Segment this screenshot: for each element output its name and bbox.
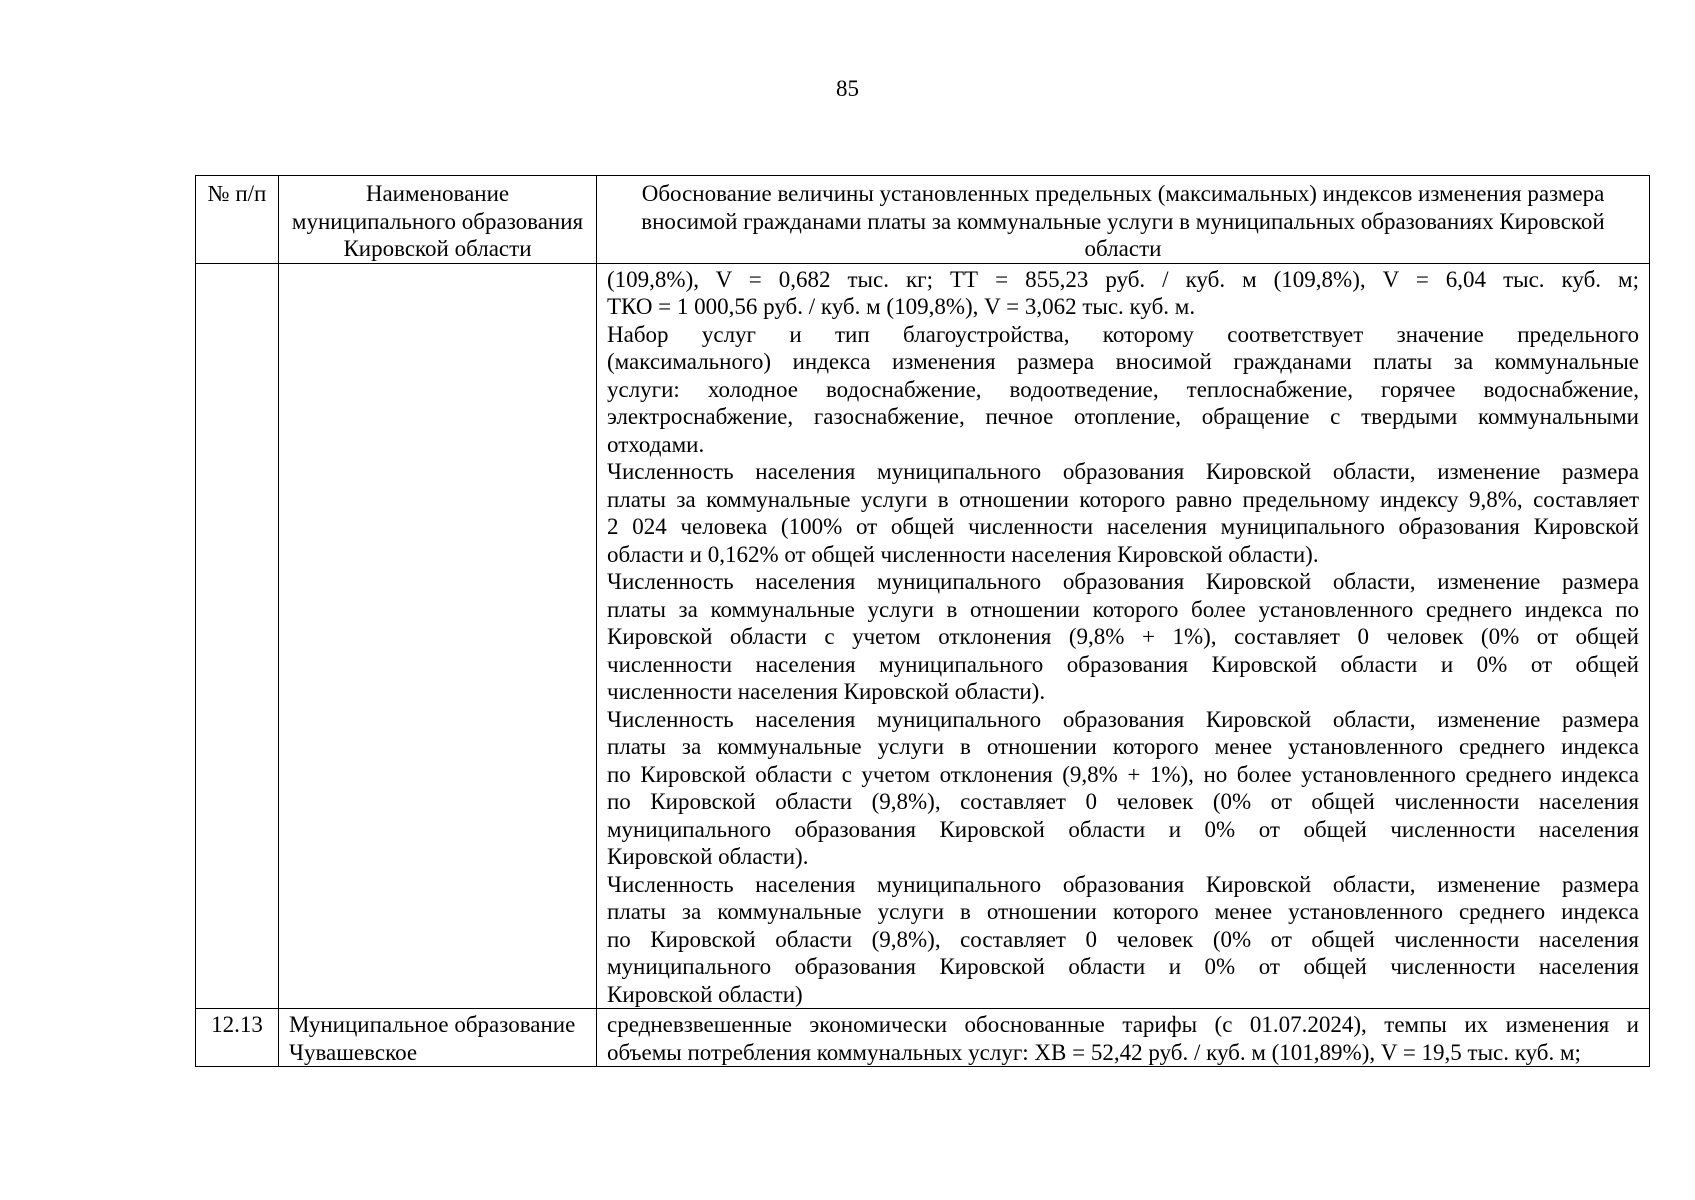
text-line: Численность населения муниципального образования Кировской области, изменение размера bbox=[607, 871, 1639, 897]
text-line: муниципального образования Кировской области и 0% от общей численности населения bbox=[607, 816, 1639, 842]
text-line: по Кировской области (9,8%), составляет 0 человек (0% от общей численности населения bbox=[607, 926, 1639, 952]
text-line: электроснабжение, газоснабжение, печное отопление, обращение с твердыми коммунальными bbox=[607, 404, 1639, 429]
text-line: муниципального образования Кировской области и 0% от общей численности населения bbox=[607, 954, 1639, 979]
text-line: области и 0,162% от общей численности населения Кировской области). bbox=[607, 541, 1319, 567]
text-line: по Кировской области с учетом отклонения (9,8% + 1%), но более установленного среднего индекса bbox=[607, 761, 1639, 787]
text-line: объемы потребления коммунальных услуг: ХВ = 52,42 руб. / куб. м (101,89%), V = 19,5 тыс. куб. м; bbox=[607, 1039, 1581, 1065]
justification-text bbox=[597, 263, 1650, 1009]
text-line: численности населения муниципального образования Кировской области и 0% от общей bbox=[607, 651, 1639, 677]
text-line: Численность населения муниципального образования Кировской области, изменение размера bbox=[607, 459, 1639, 484]
text-line: (109,8%), V = 0,682 тыс. кг; ТТ = 855,23 руб. / куб. м (109,8%), V = 6,04 тыс. куб. м; bbox=[607, 266, 1639, 292]
text-line: платы за коммунальные услуги в отношении которого более установленного среднего индекса по bbox=[607, 596, 1639, 622]
text-line: Численность населения муниципального образования Кировской области, изменение размера bbox=[607, 706, 1639, 732]
table-row bbox=[196, 263, 1650, 1009]
header-municipality-name: Наименование муниципального образования Кировской области bbox=[279, 176, 597, 264]
municipality-name: Муниципальное образование Чувашевское bbox=[279, 1009, 597, 1067]
text-line: средневзвешенные экономически обоснованные тарифы (с 01.07.2024), темпы их изменения и bbox=[607, 1012, 1639, 1037]
text-line: платы за коммунальные услуги в отношении которого равно предельному индексу 9,8%, составляет bbox=[607, 486, 1639, 512]
text-line: Численность населения муниципального образования Кировской области, изменение размера bbox=[607, 569, 1639, 594]
text-line: (максимального) индекса изменения размера вносимой гражданами платы за коммунальные bbox=[607, 349, 1639, 374]
indices-table bbox=[195, 175, 1650, 1067]
text-line: по Кировской области (9,8%), составляет 0 человек (0% от общей численности населения bbox=[607, 789, 1639, 814]
table-header-row bbox=[196, 176, 1650, 264]
text-line: 2 024 человека (100% от общей численности населения муниципального образования Кировской bbox=[607, 514, 1639, 539]
row-number: 12.13 bbox=[196, 1009, 279, 1067]
page-number: 85 bbox=[836, 76, 859, 101]
text-line: услуги: холодное водоснабжение, водоотведение, теплоснабжение, горячее водоснабжение, bbox=[607, 376, 1639, 402]
text-line: платы за коммунальные услуги в отношении которого менее установленного среднего индекса bbox=[607, 899, 1639, 924]
text-line: численности населения Кировской области). bbox=[607, 679, 1046, 704]
text-line: платы за коммунальные услуги в отношении которого менее установленного среднего индекса bbox=[607, 734, 1639, 759]
text-line: Кировской области). bbox=[607, 844, 809, 869]
header-number: № п/п bbox=[196, 176, 279, 264]
text-line: Набор услуг и тип благоустройства, которому соответствует значение предельного bbox=[607, 321, 1639, 347]
justification-text bbox=[597, 1009, 1650, 1067]
municipality-name bbox=[279, 263, 597, 1009]
text-line: ТКО = 1 000,56 руб. / куб. м (109,8%), V = 3,062 тыс. куб. м. bbox=[607, 294, 1196, 319]
text-line: Кировской области) bbox=[607, 981, 803, 1007]
text-line: отходами. bbox=[607, 431, 705, 457]
table-row bbox=[196, 1009, 1650, 1067]
header-justification: Обоснование величины установленных предельных (максимальных) индексов изменения размера вносимой гражданами платы за коммунальные услуги в муниципальных образованиях Кировской области bbox=[597, 176, 1650, 264]
text-line: Кировской области с учетом отклонения (9,8% + 1%), составляет 0 человек (0% от общей bbox=[607, 624, 1639, 649]
row-number bbox=[196, 263, 279, 1009]
